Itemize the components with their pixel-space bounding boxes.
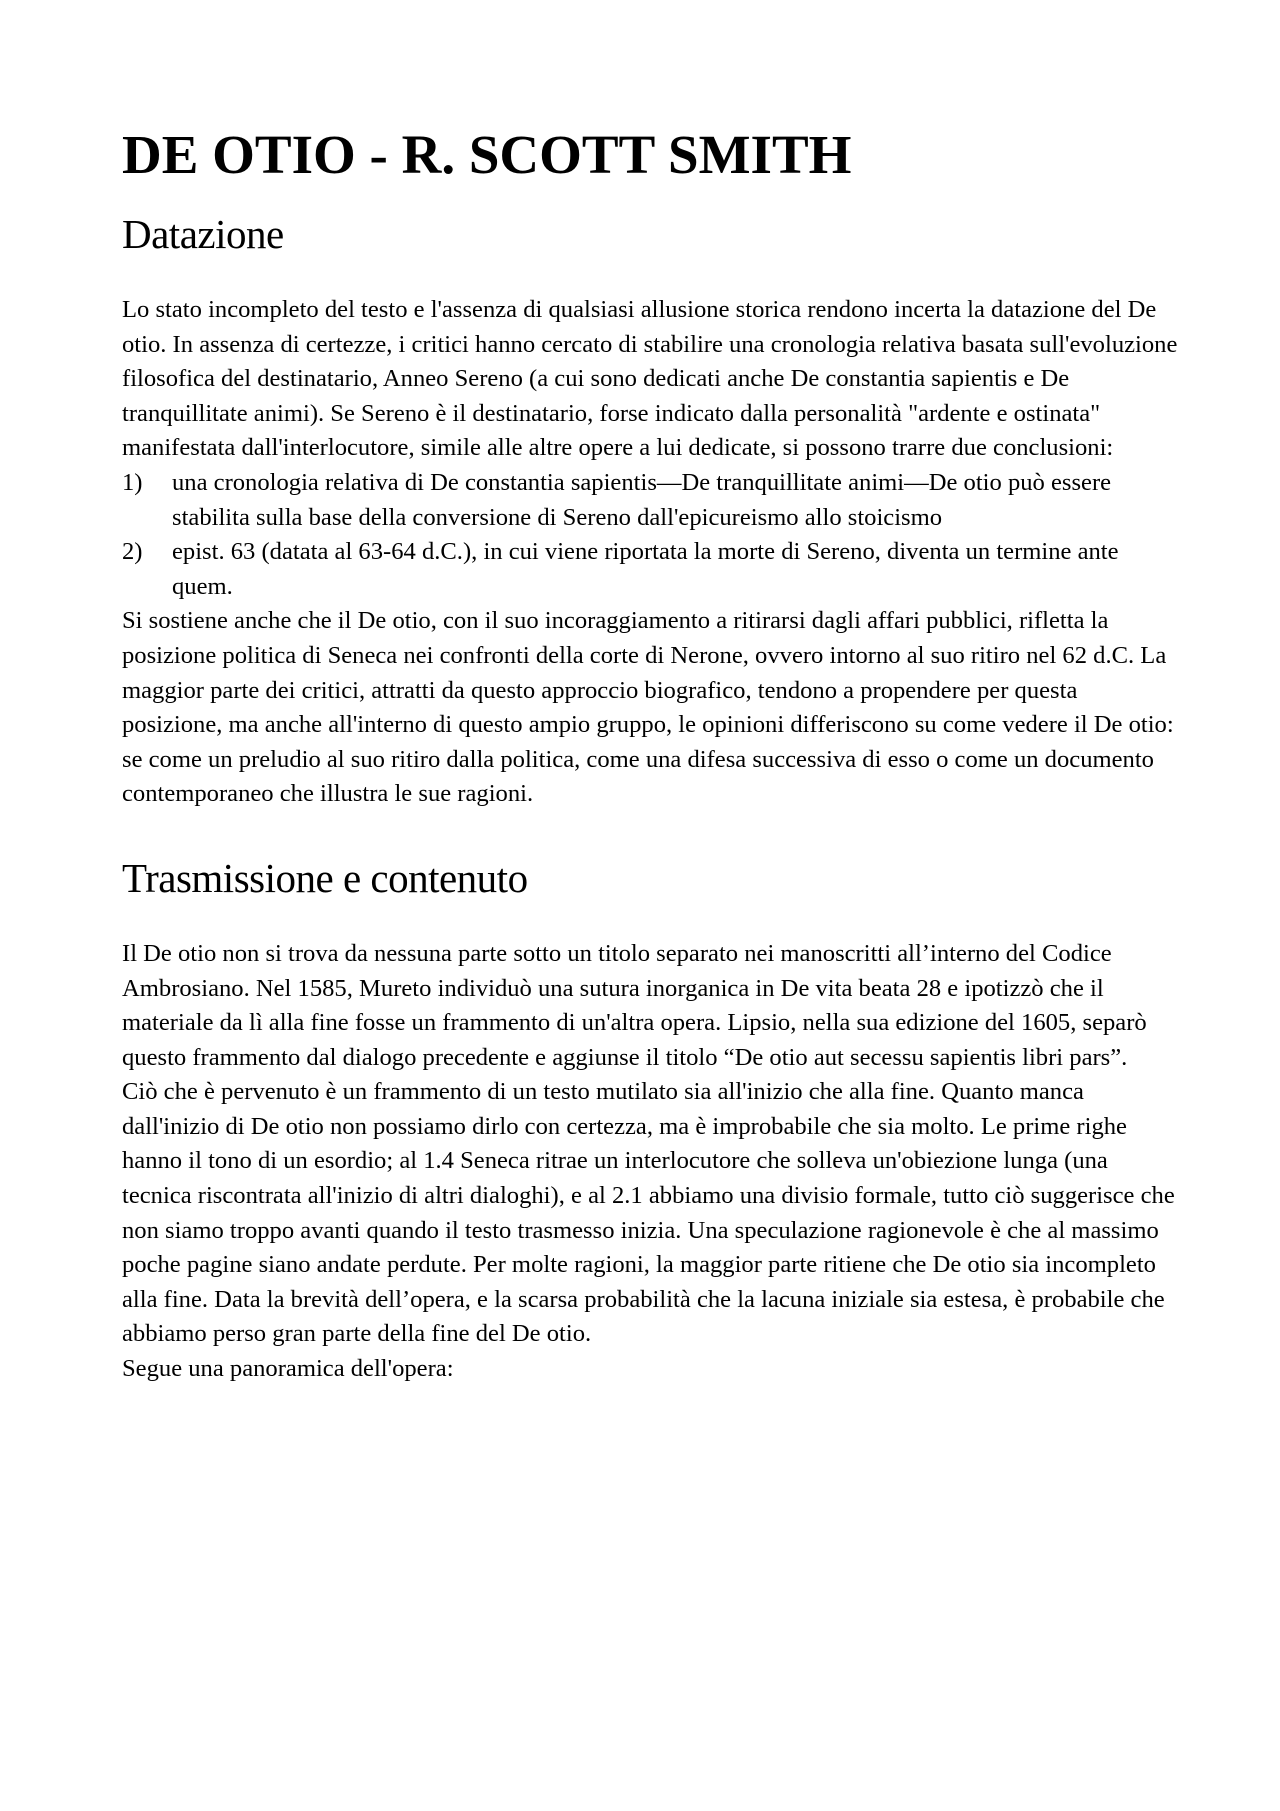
list-item-text: epist. 63 (datata al 63-64 d.C.), in cui viene riportata la morte di Sereno, diventa un termine ante quem. bbox=[172, 538, 1119, 600]
datazione-outro-paragraph: Si sostiene anche che il De otio, con il suo incoraggiamento a ritirarsi dagli affari pubblici, rifletta la posizione politica di Seneca nei confronti della corte di Nerone, ovvero intorno al suo ritiro nel 62 d.C. La maggior parte dei critici, attratti da questo approccio biografico, tendono a propendere per questa posizione, ma anche all'interno di questo ampio gruppo, le opinioni differiscono su come vedere il De otio: se come un preludio al suo ritiro dalla politica, come una difesa successiva di esso o come un documento contemporaneo che illustra le sue ragioni. bbox=[122, 607, 1174, 808]
section-heading-trasmissione: Trasmissione e contenuto bbox=[122, 854, 528, 901]
section-datazione bbox=[122, 208, 1182, 812]
list-item-number: 1) bbox=[122, 468, 143, 496]
section-body-datazione bbox=[122, 293, 1182, 812]
section-trasmissione bbox=[122, 852, 1182, 1387]
datazione-intro-paragraph: Lo stato incompleto del testo e l'assenza di qualsiasi allusione storica rendono incerta la datazione del De otio. In assenza di certezze, i critici hanno cercato di stabilire una cronologia relativa basata sull'evoluzione filosofica del destinatario, Anneo Sereno (a cui sono dedicati anche De constantia sapientis e De tranquillitate animi). Se Sereno è il destinatario, forse indicato dalla personalità "ardente e ostinata" manifestata dall'interlocutore, simile alle altre opere a lui dedicate, si possono trarre due conclusioni: bbox=[122, 296, 1178, 462]
section-body-trasmissione bbox=[122, 937, 1182, 1387]
list-item bbox=[122, 466, 1182, 535]
list-item-text: una cronologia relativa di De constantia sapientis—De tranquillitate animi—De otio può essere stabilita sulla base della conversione di Sereno dall'epicureismo allo stoicismo bbox=[172, 468, 1112, 531]
document-page bbox=[122, 120, 1182, 1387]
list-item-number: 2) bbox=[122, 538, 143, 566]
document-title: DE OTIO - R. SCOTT SMITH bbox=[122, 124, 852, 185]
trasmissione-paragraph-2: Ciò che è pervenuto è un frammento di un testo mutilato sia all'inizio che alla fine. Quanto manca dall'inizio di De otio non possiamo dirlo con certezza, ma è improbabile che sia molto. Le prime righe hanno il tono di un esordio; al 1.4 Seneca ritrae un interlocutore che solleva un'obiezione lunga (una tecnica riscontrata all'inizio di altri dialoghi), e al 2.1 abbiamo una divisio formale, tutto ciò suggerisce che non siamo troppo avanti quando il testo trasmesso inizia. Una speculazione ragionevole è che al massimo poche pagine siano andate perdute. Per molte ragioni, la maggior parte ritiene che De otio sia incompleto alla fine. Data la brevità dell’opera, e la scarsa probabilità che la lacuna iniziale sia estesa, è probabile che abbiamo perso gran parte della fine del De otio. bbox=[122, 1078, 1175, 1348]
list-item bbox=[122, 535, 1182, 604]
conclusions-list bbox=[122, 466, 1182, 604]
section-heading-datazione: Datazione bbox=[122, 211, 284, 257]
trasmissione-paragraph-3: Segue una panoramica dell'opera: bbox=[122, 1355, 454, 1383]
trasmissione-paragraph-1: Il De otio non si trova da nessuna parte sotto un titolo separato nei manoscritti all’interno del Codice Ambrosiano. Nel 1585, Mureto individuò una sutura inorganica in De vita beata 28 e ipotizzò che il materiale da lì alla fine fosse un frammento di un'altra opera. Lipsio, nella sua edizione del 1605, separò questo frammento dal dialogo precedente e aggiunse il titolo “De otio aut secessu sapientis libri pars”. bbox=[122, 939, 1147, 1071]
